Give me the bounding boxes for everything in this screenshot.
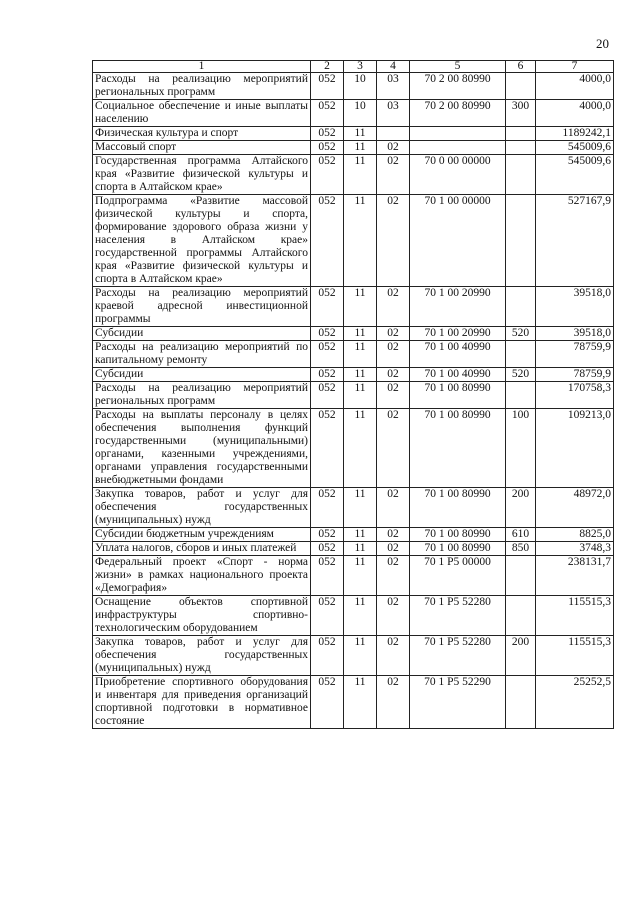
row-amount-cell: 4000,0: [536, 100, 614, 127]
row-amount-cell: 527167,9: [536, 195, 614, 287]
table-body: [93, 73, 614, 729]
row-col6-cell: [506, 382, 536, 409]
row-amount-cell: 109213,0: [536, 409, 614, 488]
row-col6-cell: [506, 73, 536, 100]
row-col2-cell: 052: [311, 287, 344, 327]
table-row: [93, 287, 614, 327]
budget-table: [92, 60, 614, 729]
row-col3-cell: 11: [344, 556, 377, 596]
row-name-cell: Расходы на выплаты персоналу в целях обеспечения выполнения функций государственными (муниципальными) органами, казенными учреждениями, органами управления государственными внебюджетными фондами: [93, 409, 311, 488]
row-col6-cell: [506, 195, 536, 287]
row-col3-cell: 11: [344, 368, 377, 382]
row-col6-cell: 520: [506, 368, 536, 382]
table-row: [93, 127, 614, 141]
row-col4-cell: 02: [377, 327, 410, 341]
row-col3-cell: 11: [344, 327, 377, 341]
row-col6-cell: [506, 676, 536, 729]
table-row: [93, 341, 614, 368]
row-col4-cell: 02: [377, 556, 410, 596]
row-col4-cell: 03: [377, 73, 410, 100]
row-col4-cell: 02: [377, 596, 410, 636]
row-col6-cell: [506, 287, 536, 327]
row-name-cell: Уплата налогов, сборов и иных платежей: [93, 542, 311, 556]
row-col6-cell: 200: [506, 636, 536, 676]
column-header-7: 7: [536, 61, 614, 73]
row-col3-cell: 11: [344, 488, 377, 528]
row-col5-cell: 70 1 Р5 52280: [410, 596, 506, 636]
row-name-cell: Расходы на реализацию мероприятий региональных программ: [93, 382, 311, 409]
row-col3-cell: 11: [344, 636, 377, 676]
table-row: [93, 195, 614, 287]
row-col3-cell: 11: [344, 528, 377, 542]
row-amount-cell: 39518,0: [536, 327, 614, 341]
table-row: [93, 676, 614, 729]
row-col2-cell: 052: [311, 382, 344, 409]
table-row: [93, 100, 614, 127]
row-amount-cell: 78759,9: [536, 341, 614, 368]
row-col6-cell: 520: [506, 327, 536, 341]
table-row: [93, 73, 614, 100]
row-amount-cell: 115515,3: [536, 636, 614, 676]
row-name-cell: Социальное обеспечение и иные выплаты населению: [93, 100, 311, 127]
row-name-cell: Субсидии: [93, 368, 311, 382]
row-name-cell: Оснащение объектов спортивной инфраструктуры спортивно-технологическим оборудованием: [93, 596, 311, 636]
row-name-cell: Расходы на реализацию мероприятий краевой адресной инвестиционной программы: [93, 287, 311, 327]
row-col3-cell: 11: [344, 287, 377, 327]
row-col2-cell: 052: [311, 73, 344, 100]
row-amount-cell: 170758,3: [536, 382, 614, 409]
row-col5-cell: 70 1 Р5 52280: [410, 636, 506, 676]
row-name-cell: Государственная программа Алтайского края «Развитие физической культуры и спорта в Алтайском крае»: [93, 155, 311, 195]
row-col5-cell: [410, 127, 506, 141]
row-amount-cell: 545009,6: [536, 141, 614, 155]
row-col2-cell: 052: [311, 155, 344, 195]
row-col5-cell: 70 1 Р5 52290: [410, 676, 506, 729]
row-col2-cell: 052: [311, 636, 344, 676]
row-col2-cell: 052: [311, 556, 344, 596]
table-row: [93, 488, 614, 528]
row-name-cell: Приобретение спортивного оборудования и инвентаря для приведения организаций спортивной подготовки в нормативное состояние: [93, 676, 311, 729]
table-row: [93, 155, 614, 195]
row-col5-cell: 70 1 00 20990: [410, 327, 506, 341]
row-amount-cell: 545009,6: [536, 155, 614, 195]
table-row: [93, 556, 614, 596]
row-col6-cell: 100: [506, 409, 536, 488]
row-col6-cell: 300: [506, 100, 536, 127]
row-col6-cell: [506, 341, 536, 368]
row-name-cell: Подпрограмма «Развитие массовой физической культуры и спорта, формирование здорового образа жизни у населения в Алтайском крае» государственной программы Алтайского края «Развитие физической культуры и спорта в Алтайском крае»: [93, 195, 311, 287]
row-col2-cell: 052: [311, 528, 344, 542]
row-col5-cell: 70 0 00 00000: [410, 155, 506, 195]
row-col5-cell: 70 1 00 80990: [410, 409, 506, 488]
row-col2-cell: 052: [311, 341, 344, 368]
row-name-cell: Физическая культура и спорт: [93, 127, 311, 141]
row-col6-cell: [506, 127, 536, 141]
page-number: 20: [596, 36, 609, 51]
column-header-1: 1: [93, 61, 311, 73]
row-name-cell: Субсидии бюджетным учреждениям: [93, 528, 311, 542]
row-col6-cell: 610: [506, 528, 536, 542]
row-col5-cell: 70 1 00 00000: [410, 195, 506, 287]
row-name-cell: Закупка товаров, работ и услуг для обеспечения государственных (муниципальных) нужд: [93, 488, 311, 528]
row-amount-cell: 115515,3: [536, 596, 614, 636]
column-header-3: 3: [344, 61, 377, 73]
row-col4-cell: 02: [377, 155, 410, 195]
row-amount-cell: 25252,5: [536, 676, 614, 729]
row-col4-cell: 02: [377, 676, 410, 729]
row-col4-cell: 03: [377, 100, 410, 127]
table-row: [93, 636, 614, 676]
row-name-cell: Федеральный проект «Спорт - норма жизни» в рамках национального проекта «Демография»: [93, 556, 311, 596]
row-col3-cell: 11: [344, 341, 377, 368]
row-col6-cell: [506, 596, 536, 636]
table-header-row: [93, 61, 614, 73]
column-header-4: 4: [377, 61, 410, 73]
row-col4-cell: 02: [377, 528, 410, 542]
row-col6-cell: [506, 141, 536, 155]
row-col2-cell: 052: [311, 195, 344, 287]
row-col5-cell: 70 1 00 40990: [410, 341, 506, 368]
row-col3-cell: 11: [344, 195, 377, 287]
row-col5-cell: 70 2 00 80990: [410, 73, 506, 100]
row-amount-cell: 78759,9: [536, 368, 614, 382]
row-amount-cell: 1189242,1: [536, 127, 614, 141]
column-header-5: 5: [410, 61, 506, 73]
row-col3-cell: 11: [344, 127, 377, 141]
column-header-2: 2: [311, 61, 344, 73]
row-col3-cell: 10: [344, 73, 377, 100]
row-col2-cell: 052: [311, 596, 344, 636]
row-col2-cell: 052: [311, 488, 344, 528]
row-col6-cell: [506, 556, 536, 596]
row-col6-cell: [506, 155, 536, 195]
row-col4-cell: 02: [377, 382, 410, 409]
row-col5-cell: 70 1 00 80990: [410, 542, 506, 556]
row-col5-cell: [410, 141, 506, 155]
row-amount-cell: 3748,3: [536, 542, 614, 556]
row-amount-cell: 4000,0: [536, 73, 614, 100]
row-col3-cell: 11: [344, 409, 377, 488]
row-col6-cell: 200: [506, 488, 536, 528]
row-col2-cell: 052: [311, 127, 344, 141]
table-row: [93, 368, 614, 382]
row-col2-cell: 052: [311, 676, 344, 729]
row-col4-cell: 02: [377, 287, 410, 327]
row-col4-cell: [377, 127, 410, 141]
row-col4-cell: 02: [377, 341, 410, 368]
table-row: [93, 542, 614, 556]
table-row: [93, 382, 614, 409]
row-col5-cell: 70 1 00 80990: [410, 488, 506, 528]
row-name-cell: Субсидии: [93, 327, 311, 341]
row-col5-cell: 70 2 00 80990: [410, 100, 506, 127]
table-row: [93, 409, 614, 488]
row-col5-cell: 70 1 Р5 00000: [410, 556, 506, 596]
row-col5-cell: 70 1 00 40990: [410, 368, 506, 382]
row-col3-cell: 11: [344, 542, 377, 556]
row-amount-cell: 39518,0: [536, 287, 614, 327]
row-col4-cell: 02: [377, 636, 410, 676]
row-col2-cell: 052: [311, 542, 344, 556]
row-amount-cell: 238131,7: [536, 556, 614, 596]
row-col4-cell: 02: [377, 409, 410, 488]
row-col2-cell: 052: [311, 141, 344, 155]
row-col4-cell: 02: [377, 368, 410, 382]
table-row: [93, 596, 614, 636]
row-name-cell: Расходы на реализацию мероприятий региональных программ: [93, 73, 311, 100]
row-col2-cell: 052: [311, 327, 344, 341]
row-col5-cell: 70 1 00 80990: [410, 528, 506, 542]
row-col4-cell: 02: [377, 195, 410, 287]
row-amount-cell: 48972,0: [536, 488, 614, 528]
table-row: [93, 528, 614, 542]
row-col4-cell: 02: [377, 141, 410, 155]
row-col2-cell: 052: [311, 368, 344, 382]
row-col4-cell: 02: [377, 488, 410, 528]
row-col3-cell: 11: [344, 676, 377, 729]
row-name-cell: Закупка товаров, работ и услуг для обеспечения государственных (муниципальных) нужд: [93, 636, 311, 676]
table-row: [93, 327, 614, 341]
row-col3-cell: 10: [344, 100, 377, 127]
row-col2-cell: 052: [311, 409, 344, 488]
row-col5-cell: 70 1 00 20990: [410, 287, 506, 327]
row-col4-cell: 02: [377, 542, 410, 556]
row-amount-cell: 8825,0: [536, 528, 614, 542]
row-col3-cell: 11: [344, 596, 377, 636]
row-col3-cell: 11: [344, 141, 377, 155]
row-col5-cell: 70 1 00 80990: [410, 382, 506, 409]
row-col2-cell: 052: [311, 100, 344, 127]
column-header-6: 6: [506, 61, 536, 73]
row-col3-cell: 11: [344, 155, 377, 195]
row-name-cell: Массовый спорт: [93, 141, 311, 155]
row-name-cell: Расходы на реализацию мероприятий по капитальному ремонту: [93, 341, 311, 368]
row-col3-cell: 11: [344, 382, 377, 409]
table-row: [93, 141, 614, 155]
row-col6-cell: 850: [506, 542, 536, 556]
